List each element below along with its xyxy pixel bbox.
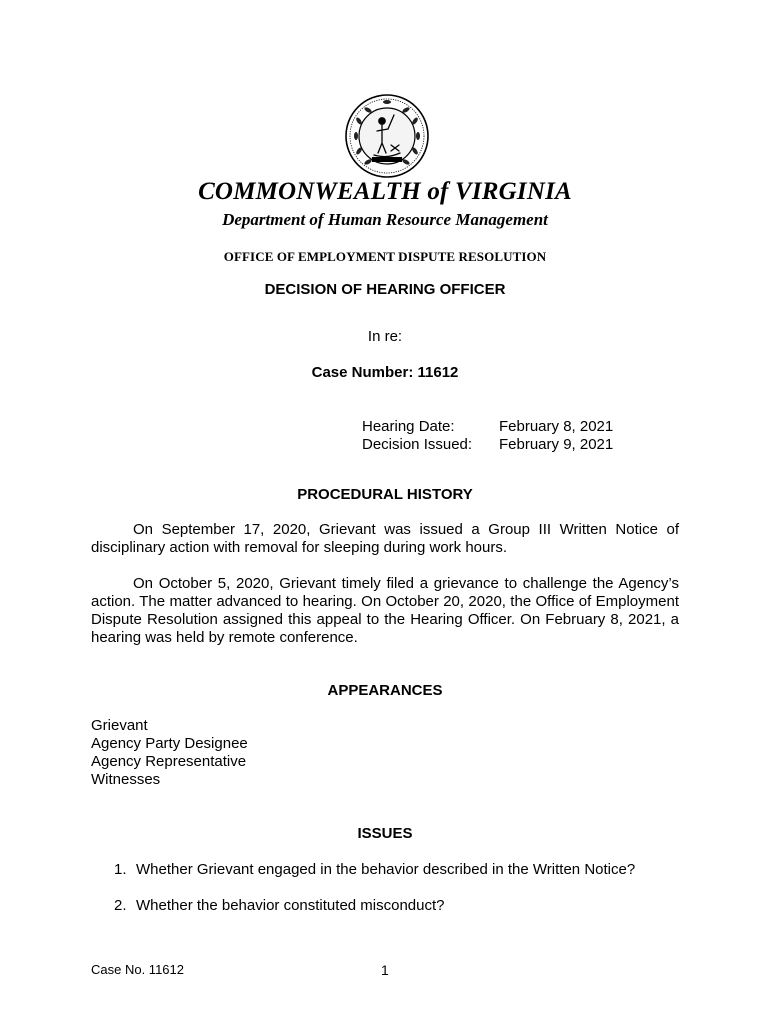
hearing-date-row <box>362 418 613 436</box>
decision-issued-value: February 9, 2021 <box>499 436 614 453</box>
issue-text: Whether Grievant engaged in the behavior described in the Written Notice? <box>136 861 636 878</box>
issues-heading: ISSUES <box>357 825 413 842</box>
procedural-history-heading: PROCEDURAL HISTORY <box>297 486 473 503</box>
office-title: OFFICE OF EMPLOYMENT DISPUTE RESOLUTION <box>223 249 547 264</box>
hearing-dates <box>362 418 613 454</box>
department-title: Department of Human Resource Management <box>222 210 548 229</box>
procedural-history-paragraph-2: On October 5, 2020, Grievant timely filed a grievance to challenge the Agency’s action. The matter advanced to hearing. On October 20, 2020, the Office of Employment Dispute Resolution assigned this appeal to the Hearing Officer. On February 8, 2021, a hearing was held by remote conference. <box>91 575 679 646</box>
hearing-date-value: February 8, 2021 <box>499 418 614 435</box>
footer-case-label: Case No. 11612 <box>91 962 184 977</box>
issue-number: 1. <box>114 861 127 878</box>
procedural-history-paragraph-1: On September 17, 2020, Grievant was issued a Group III Written Notice of disciplinary action with removal for sleeping during work hours. <box>91 521 679 556</box>
in-re-label: In re: <box>367 328 403 345</box>
list-item: Witnesses <box>91 771 161 788</box>
appearances-list <box>91 717 248 789</box>
decision-issued-label: Decision Issued: <box>362 436 473 453</box>
page-number: 1 <box>381 962 389 978</box>
virginia-state-seal-icon <box>344 93 430 179</box>
list-item: Agency Party Designee <box>91 735 248 752</box>
list-item: Agency Representative <box>91 753 247 770</box>
issue-text: Whether the behavior constituted misconduct? <box>136 897 445 914</box>
list-item <box>91 861 635 878</box>
decision-issued-row <box>362 436 613 454</box>
appearances-heading: APPEARANCES <box>327 682 443 699</box>
commonwealth-title: COMMONWEALTH of VIRGINIA <box>198 178 572 205</box>
list-item: Grievant <box>91 717 148 734</box>
hearing-date-label: Hearing Date: <box>362 418 455 435</box>
issue-number: 2. <box>114 897 127 914</box>
list-item <box>91 897 445 914</box>
case-number: Case Number: 11612 <box>311 364 459 381</box>
decision-title: DECISION OF HEARING OFFICER <box>264 281 506 298</box>
